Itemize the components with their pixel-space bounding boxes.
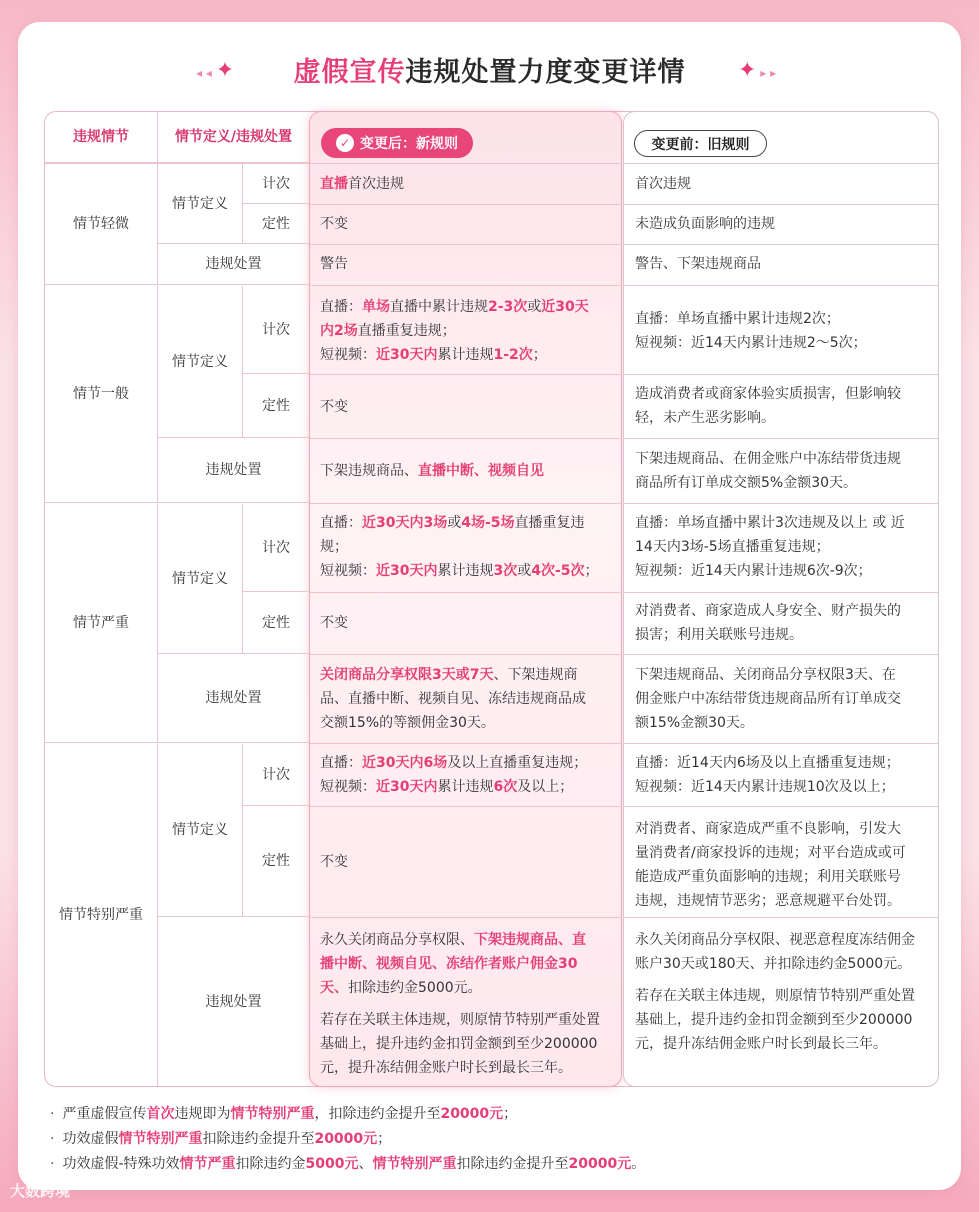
page-title: 虚假宣传违规处置力度变更详情 [293, 57, 686, 88]
label-penalty: 违规处置 [158, 654, 309, 743]
severe-new-nature: 不变 [320, 854, 348, 870]
label-nature: 定性 [243, 592, 309, 654]
label-nature: 定性 [243, 204, 309, 244]
general-new-count: 直播：单场直播中累计违规2-3次或近30天 内2场直播重复违规； 短视频：近30天内累计违规1-2次； [320, 299, 589, 363]
notes-list [50, 1102, 645, 1177]
label-count: 计次 [243, 504, 309, 592]
note-item: · 功效虚假情节特别严重扣除违约金提升至20000元； [50, 1127, 645, 1152]
level-severe: 情节特别严重 [45, 744, 158, 1086]
label-count: 计次 [243, 744, 309, 806]
serious-new-count: 直播：近30天内3场或4场-5场直播重复违 规； 短视频：近30天内累计违规3次或4次-5次； [320, 515, 599, 579]
serious-old-penalty: 下架违规商品、关闭商品分享权限3天、在 佣金账户中冻结带货违规商品所有订单成交 额15%金额30天。 [635, 667, 901, 731]
check-icon: ✓ [336, 134, 354, 152]
severe-old-count: 直播：近14天内6场及以上直播重复违规； 短视频：近14天内累计违规10次及以上； [635, 755, 900, 795]
note-item: · 严重虚假宣传首次违规即为情节特别严重，扣除违约金提升至20000元； [50, 1102, 645, 1127]
serious-old-count: 直播：单场直播中累计3次违规及以上 或 近 14天内3场-5场直播重复违规； 短视频：近14天内累计违规6次-9次； [635, 515, 905, 579]
severe-old-penalty: 永久关闭商品分享权限、视恶意程度冻结佣金 账户30天或180天、并扣除违约金5000元。 若存在关联主体违规，则原情节特别严重处置 基础上，提升违约金扣罚金额到至少200000 元，提升冻结佣金账户时长到最长三年。 [635, 932, 915, 1052]
minor-new-count: 直播首次违规 [320, 176, 404, 192]
level-serious: 情节严重 [45, 504, 158, 743]
level-general: 情节一般 [45, 286, 158, 503]
label-define: 情节定义 [158, 504, 243, 654]
label-count: 计次 [243, 164, 309, 204]
label-count: 计次 [243, 286, 309, 374]
label-nature: 定性 [243, 806, 309, 917]
severe-new-count: 直播：近30天内6场及以上直播重复违规； 短视频：近30天内累计违规6次及以上； [320, 755, 588, 795]
label-penalty: 违规处置 [158, 244, 309, 285]
header-definition: 情节定义/违规处置 [158, 112, 309, 163]
general-old-count: 直播：单场直播中累计违规2次； 短视频：近14天内累计违规2～5次； [635, 311, 867, 351]
label-penalty: 违规处置 [205, 993, 262, 1010]
severe-new-penalty: 永久关闭商品分享权限、下架违规商品、直 播中断、视频自见、冻结作者账户佣金30 天、扣除违约金5000元。 若存在关联主体违规，则原情节特别严重处置 基础上，提升违约金扣罚金额到至少200000 元，提升冻结佣金账户时长到最长三年。 [320, 932, 600, 1076]
label-define: 情节定义 [158, 744, 243, 917]
header-level: 违规情节 [45, 112, 158, 163]
minor-old-penalty: 警告、下架违规商品 [635, 256, 761, 272]
level-minor: 情节轻微 [45, 164, 158, 285]
general-old-penalty: 下架违规商品、在佣金账户中冻结带货违规 商品所有订单成交额5%金额30天。 [635, 451, 901, 491]
new-rule-badge: ✓ 变更后：新规则 [321, 128, 473, 158]
watermark: 大数跨境 [10, 1182, 71, 1200]
old-rule-badge: 变更前：旧规则 [634, 130, 767, 157]
label-nature: 定性 [243, 374, 309, 438]
serious-new-penalty: 关闭商品分享权限3天或7天、下架违规商 品、直播中断、视频自见、冻结违规商品成 交额15%的等额佣金30天。 [320, 667, 586, 731]
note-item: · 功效虚假-特殊功效情节严重扣除违约金5000元、情节特别严重扣除违约金提升至20000元。 [50, 1152, 645, 1177]
minor-new-penalty: 警告 [320, 256, 348, 272]
severe-old-nature: 对消费者、商家造成严重不良影响，引发大 量消费者/商家投诉的违规；对平台造成或可 能造成严重负面影响的违规；利用关联账号 违规，违规情节恶劣；恶意规避平台处罚。 [635, 821, 906, 909]
general-new-penalty: 下架违规商品、直播中断、视频自见 [320, 463, 544, 479]
minor-new-nature: 不变 [320, 216, 348, 232]
minor-old-count: 首次违规 [635, 176, 691, 192]
serious-new-nature: 不变 [320, 615, 348, 631]
label-penalty: 违规处置 [158, 438, 309, 503]
general-old-nature: 造成消费者或商家体验实质损害，但影响较 轻，未产生恶劣影响。 [635, 386, 901, 426]
general-new-nature: 不变 [320, 399, 348, 415]
sparkle-icon: ◂ ◂ ✦ [196, 58, 235, 83]
label-define: 情节定义 [158, 286, 243, 438]
minor-old-nature: 未造成负面影响的违规 [635, 216, 775, 232]
label-define: 情节定义 [158, 164, 243, 244]
serious-old-nature: 对消费者、商家造成人身安全、财产损失的 损害；利用关联账号违规。 [635, 603, 901, 643]
sparkle-icon: ✦ ▸ ▸ [738, 58, 777, 83]
